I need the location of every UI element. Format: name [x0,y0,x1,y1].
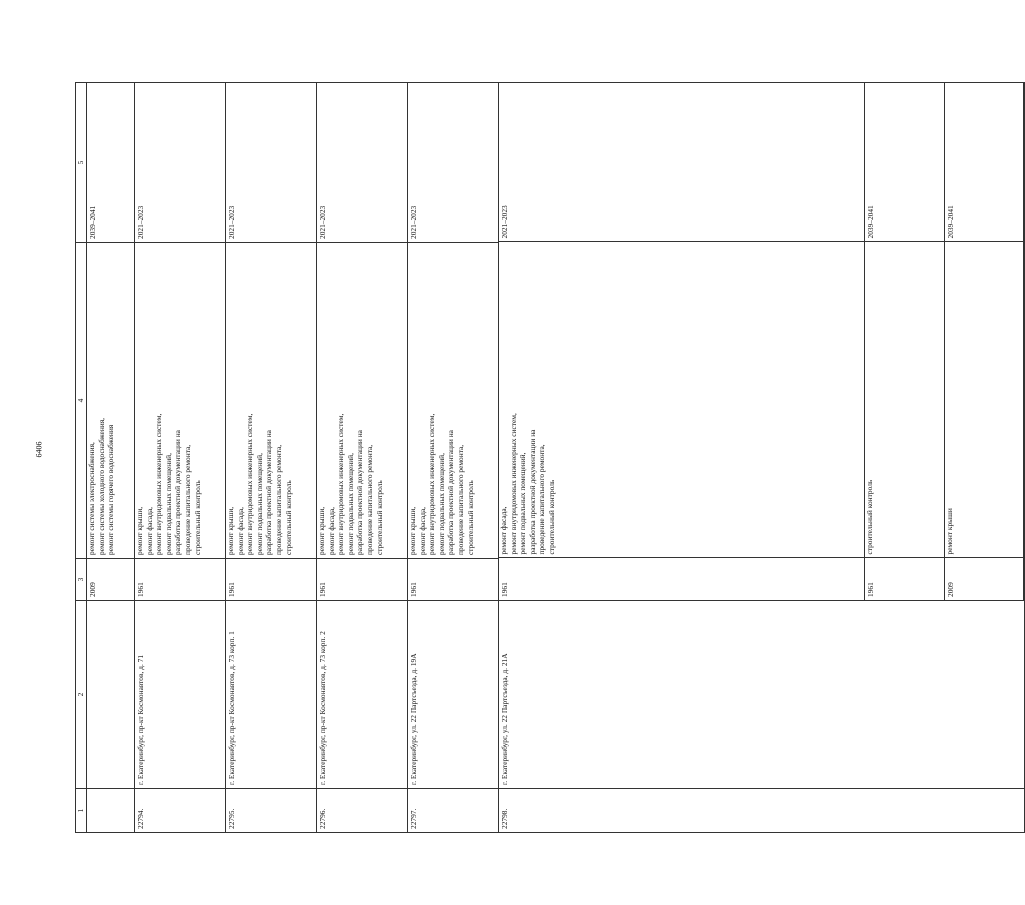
period-cell: 2021–2023 [135,83,226,243]
work-line: ремонт подвальных помещений, [518,452,528,555]
period-cell: 2021–2023 [317,83,408,243]
work-line: ремонт подвальных помещений, [254,453,264,555]
year-cell: 1961 [226,559,317,601]
work-group-row [944,82,1023,600]
period-cell: 2039–2041 [944,82,1023,242]
work-line: разработка проектной документации на [355,430,365,555]
work-line: ремонт фасада, [326,507,336,555]
work-line: ремонт внутридомовых инженерных систем, [508,413,518,555]
work-line: проведение капитального ремонта, [273,444,283,555]
work-line: ремонт подвальных помещений, [436,453,446,555]
work-line: ремонт системы холодного водоснабжения, [96,418,106,555]
works-cell [135,243,226,559]
work-line: строительный контроль [865,479,875,555]
works-cell [408,243,499,559]
table-row [408,83,499,833]
rotated-table-wrapper [75,83,955,833]
works-cell [865,242,944,558]
address-cell: г. Екатеринбург, пр-кт Космонавтов, д. 73 корп. 1 [226,601,317,789]
period-cell: 2021–2023 [499,82,865,242]
document-sheet [75,83,955,833]
work-group-row [865,82,944,600]
table-row [135,83,226,833]
header-cell: 5 [76,83,87,243]
year-cell: 1961 [499,558,865,600]
work-line: ремонт крыши [944,508,954,555]
header-row [76,83,87,833]
works-cell [87,243,135,559]
period-cell: 2039–2041 [87,83,135,243]
works-group-cell [499,83,1025,601]
works-cell [944,242,1023,558]
work-line: ремонт фасада, [144,507,154,555]
row-number: 22798. [499,789,1025,833]
work-line: ремонт внутридомовых инженерных систем, [336,413,346,555]
period-cell: 2039–2041 [865,82,944,242]
work-line: проведение капитального ремонта, [364,444,374,555]
page-number: 6406 [34,441,44,458]
work-line: ремонт крыши, [408,506,417,555]
work-line: разработка проектной документации на [446,430,456,555]
works-cell [226,243,317,559]
repair-schedule-table [75,82,1025,833]
work-line: проведение капитального ремонта, [182,444,192,555]
row-number [87,789,135,833]
row-number: 22794. [135,789,226,833]
work-line: строительный контроль [374,480,384,555]
work-line: ремонт фасада, [499,506,508,555]
work-line: ремонт внутридомовых инженерных систем, [245,413,255,555]
table-row [317,83,408,833]
table-row [499,83,1025,833]
work-group-row [499,82,865,600]
year-cell: 2009 [87,559,135,601]
work-line: строительный контроль [192,480,202,555]
work-line: строительный контроль [283,480,293,555]
table-row [87,83,135,833]
works-subtable [499,82,1024,600]
row-number: 22795. [226,789,317,833]
address-cell: г. Екатеринбург, ул. 22 Партсъезда, д. 21А [499,601,1025,789]
work-line: ремонт внутридомовых инженерных систем, [154,413,164,555]
work-line: ремонт подвальных помещений, [345,453,355,555]
work-line: разработка проектной документации на [527,429,537,555]
work-line: ремонт фасада, [235,507,245,555]
work-line: строительный контроль [546,479,556,555]
address-cell: г. Екатеринбург, пр-кт Космонавтов, д. 71 [135,601,226,789]
work-line: ремонт системы горячего водоснабжения [106,424,116,555]
period-cell: 2021–2023 [226,83,317,243]
table-row [226,83,317,833]
work-line: ремонт подвальных помещений, [163,453,173,555]
work-line: проведение капитального ремонта, [537,444,547,555]
header-cell: 3 [76,559,87,601]
work-line: ремонт фасада, [417,507,427,555]
work-line: разработка проектной документации на [264,430,274,555]
work-line: ремонт крыши, [226,506,235,555]
year-cell: 2009 [944,558,1023,600]
header-cell: 4 [76,243,87,559]
works-cell [317,243,408,559]
work-line: ремонт крыши, [135,506,144,555]
period-cell: 2021–2023 [408,83,499,243]
row-number: 22796. [317,789,408,833]
work-line: ремонт крыши, [317,506,326,555]
work-line: ремонт внутридомовых инженерных систем, [427,413,437,555]
year-cell: 1961 [317,559,408,601]
works-cell [499,242,865,558]
row-number: 22797. [408,789,499,833]
header-cell: 2 [76,601,87,789]
address-cell: г. Екатеринбург, пр-кт Космонавтов, д. 73 корп. 2 [317,601,408,789]
header-cell: 1 [76,789,87,833]
year-cell: 1961 [408,559,499,601]
work-line: ремонт системы электроснабжения, [87,442,96,555]
address-cell: г. Екатеринбург, ул. 22 Партсъезда, д. 19А [408,601,499,789]
work-line: проведение капитального ремонта, [455,444,465,555]
address-cell [87,601,135,789]
year-cell: 1961 [865,558,944,600]
year-cell: 1961 [135,559,226,601]
work-line: разработка проектной документации на [173,430,183,555]
work-line: строительный контроль [465,480,475,555]
